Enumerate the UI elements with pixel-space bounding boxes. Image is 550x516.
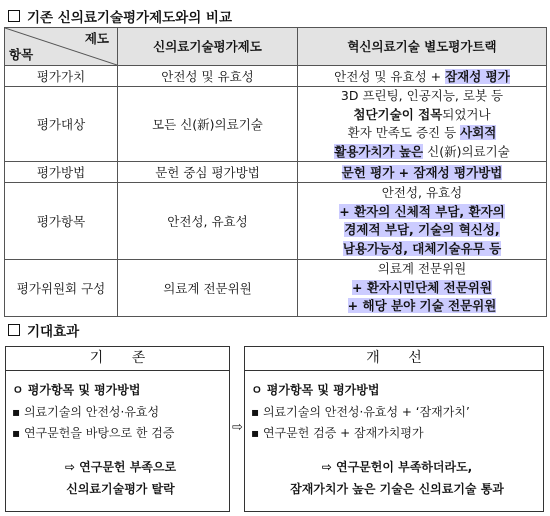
- result-line: ⇨ 연구문헌 부족으로: [64, 460, 177, 474]
- table-row: [5, 183, 547, 260]
- cell-line: [298, 279, 546, 298]
- highlight-text: + 환자의 신체적 부담, 환자의: [339, 203, 505, 219]
- bold-text: 첨단기술이 접목: [353, 106, 443, 122]
- cell-line: 안전성, 유효성: [381, 185, 463, 200]
- cell-line: [298, 221, 546, 240]
- cell-existing: 안전성, 유효성: [118, 183, 298, 260]
- cell-line: [298, 240, 546, 259]
- arrow-right-icon: ⇨: [232, 420, 243, 435]
- row-label: 평가가치: [5, 66, 118, 87]
- cell-innovative: [298, 66, 547, 87]
- panel-result: [251, 456, 543, 500]
- header-col-innovative: 혁신의료기술 별도평가트랙: [298, 28, 547, 66]
- highlight-text: + 환자시민단체 전문위원: [352, 279, 492, 295]
- cell-innovative: [298, 87, 547, 162]
- highlight-text: 활용가치가 높은: [334, 143, 424, 159]
- highlight-text: 문헌 평가 + 잠재성 평가방법: [341, 164, 503, 180]
- cell-line: 의료계 전문위원: [377, 261, 467, 277]
- cell-existing: 문헌 중심 평가방법: [118, 162, 298, 183]
- comparison-table: [4, 27, 547, 317]
- panel-bullet: ▪ 연구문헌 검증 + 잠재가치평가: [251, 426, 424, 440]
- section-heading-comparison: [8, 6, 232, 26]
- cell-line: [298, 143, 546, 162]
- highlight-text: + 해당 분야 기술 전문위원: [347, 298, 497, 314]
- result-line: ⇨ 연구문헌이 부족하더라도,: [321, 460, 473, 474]
- cell-innovative: [298, 162, 547, 183]
- row-label: 평가방법: [5, 162, 118, 183]
- result-line: 신의료기술평가 탈락: [66, 482, 175, 496]
- panel-subtitle: ㅇ 평가항목 및 평가방법: [251, 383, 380, 397]
- result-line: 잠재가치가 높은 기술은 신의료기술 통과: [290, 482, 504, 496]
- panel-bullet: ▪ 연구문헌을 바탕으로 한 검증: [12, 426, 175, 440]
- cell-existing: 안전성 및 유효성: [118, 66, 298, 87]
- diagonal-header-cell: [5, 28, 118, 66]
- header-item-label: 항목: [9, 47, 34, 62]
- improved-panel: [244, 346, 544, 512]
- cell-line: [298, 106, 546, 125]
- cell-text: 환자 만족도 증진 등: [347, 125, 461, 140]
- square-bullet-icon: [8, 10, 20, 22]
- existing-panel: [5, 346, 230, 512]
- row-label: 평가대상: [5, 87, 118, 162]
- panel-title: 개 선: [245, 347, 543, 371]
- highlight-text: 남용가능성, 대체기술유무 등: [342, 240, 502, 256]
- highlight-text: 사회적: [460, 125, 497, 140]
- highlight-text: 잠재성 평가: [445, 68, 510, 84]
- highlight-text: 경제적 부담, 기술의 혁신성,: [344, 222, 500, 237]
- row-label: 평가항목: [5, 183, 118, 260]
- cell-existing: 모든 신(新)의료기술: [118, 87, 298, 162]
- cell-text: 되었거나: [442, 106, 491, 122]
- header-system-label: 제도: [84, 31, 109, 46]
- cell-line: [298, 124, 546, 143]
- panel-subtitle: ㅇ 평가항목 및 평가방법: [12, 383, 141, 397]
- table-row: [5, 87, 547, 162]
- panel-title: 기 존: [6, 347, 229, 371]
- cell-line: [298, 203, 546, 222]
- table-row: [5, 260, 547, 317]
- cell-innovative: [298, 183, 547, 260]
- cell-innovative: [298, 260, 547, 317]
- cell-line: 3D 프린팅, 인공지능, 로봇 등: [340, 88, 504, 103]
- header-col-existing: 신의료기술평가제도: [118, 28, 298, 66]
- panel-bullet: ▪ 의료기술의 안전성·유효성 + ‘잠재가치’: [251, 405, 470, 419]
- section-title: 기대효과: [27, 324, 80, 340]
- table-row: [5, 162, 547, 183]
- cell-text: 안전성 및 유효성 +: [334, 68, 446, 84]
- square-bullet-icon: [8, 324, 20, 336]
- cell-existing: 의료계 전문위원: [118, 260, 298, 317]
- section-title: 기존 신의료기술평가제도와의 비교: [27, 10, 233, 26]
- cell-line: [298, 297, 546, 316]
- section-heading-effects: [8, 320, 79, 340]
- row-label: 평가위원회 구성: [5, 260, 118, 317]
- panel-bullet: ▪ 의료기술의 안전성·유효성: [12, 405, 160, 419]
- panel-result: [12, 456, 229, 500]
- table-row: [5, 66, 547, 87]
- cell-text: 신(新)의료기술: [423, 143, 510, 159]
